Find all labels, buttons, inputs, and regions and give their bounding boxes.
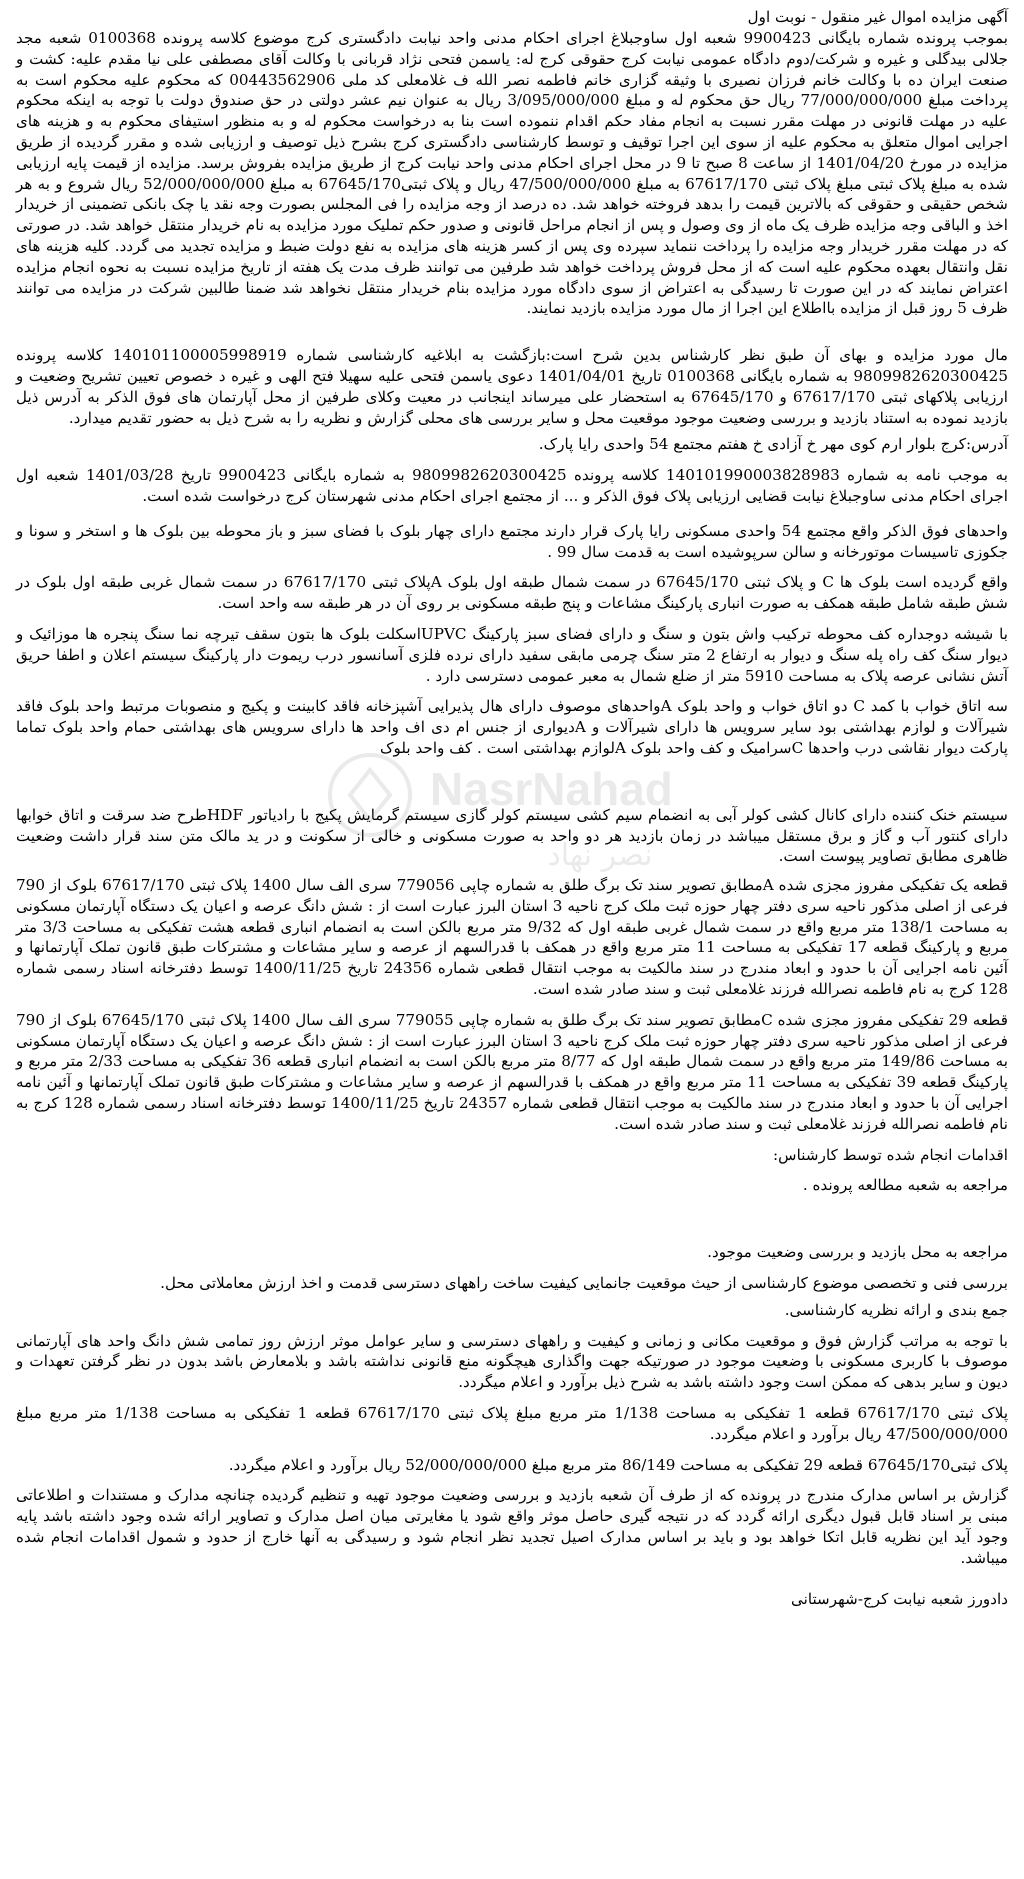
paragraph-building-structure: با شیشه دوجداره کف محوطه ترکیب واش بتون و سنگ و دارای فضای سبز پارکینگ UPVCاسکلت بلوک ها بتون سقف تیرچه نما سنگ پنجره ها موزائیک و دیوار سنگ کف راه پله سنگ و دیوار به ارتفاع 2 متر سنگ چرمی مابقی سفید دارای نرده فلزی آسانسور درب ریموت دار پارکینگ سیستم اعلان و اطفا حریق آتش نشانی عرصه پلاک به مساحت 5910 متر از ضلع شمال به معبر عمومی دسترسی دارد .: [16, 624, 1008, 685]
paragraph-judgment-summary: بموجب پرونده شماره بایگانی 9900423 شعبه اول ساوجبلاغ اجرای احکام مدنی واحد نیابت دادگستری کرج موضوع کلاسه پرونده 0100368 شعبه مجد جلالی بیدگلی و غیره و شرکت/دوم دادگاه عمومی نیابت کرج حقوقی کرج له: یاسمن فتحی نژاد قربانی با وکالت آقای مصطفی علی نیا مقدم علیه: کشت و صنعت ایران ده با وکالت خانم فرزان نصیری با وثیقه گزاری خانم فاطمه نصر الله ف غلامعلی کد ملی 00443562906 که محکوم علیه محکوم است به پرداخت مبلغ 77/000/000/000 ریال حق محکوم له و مبلغ 3/095/000/000 ریال به عنوان نیم عشر دولتی در حق صندوق دولت با توجه به اینکه محکوم علیه در مهلت قانونی در مهلت مقرر نسبت به انجام مفاد حکم اقدام ننموده است بنا به درخواست محکوم له و به منظور استیفای محکوم به و هزینه های اجرایی اموال متعلق به محکوم علیه از سوی این اجرا توقیف و توسط کارشناسی دادگستری کرج بشرح ذیل توصیف و ارزیابی شده و مقرر گردیده از طریق مزایده در مورخ 1401/04/20 از ساعت 8 صبح تا 9 در محل اجرای احکام مدنی واحد نیابت کرج از طریق مزایده بفروش برسد. مزایده از قیمت پایه ارزیابی شده به مبلغ پلاک ثبتی مبلغ پلاک ثبتی 67617/170 به مبلغ 47/500/000/000 ریال و پلاک ثبتی67645/170 به مبلغ 52/000/000/000 ریال شروع و به هر شخص حقیقی و حقوقی که بالاترین قیمت را بدهد فروخته خواهد شد. ده درصد از وجه مزایده را فی المجلس بصورت وجه نقد یا چک بانکی تضمینی از خریدار اخذ و الباقی وجه مزایده ظرف یک ماه از وی وصول و پس از انجام مراحل قانونی و صدور حکم تملیک مورد مزایده به نام خریدار منتقل خواهد شد. در صورتی که در مهلت مقرر خریدار وجه مزایده را پرداخت ننماید سپرده وی پس از کسر هزینه های مزایده به نفع دولت ضبط و مزایده تجدید می گردد. کلیه هزینه های نقل وانتقال بعهده محکوم علیه است که از محل فروش پرداخت خواهد شد طرفین می توانند ظرف مدت یک هفته از تاریخ مزایده نسبت به نحوه انجام مزایده اعتراض نمایند که در این صورت تا رسیدگی به اعتراض از سوی دادگاه مورد مزایده بنام خریدار منتقل نخواهد شد ضمنا طالبین شرکت در مزایده می توانند ظرف 5 روز قبل از مزایده بااطلاع این اجرا از مال مورد مزایده بازدید نمایند.: [16, 29, 1009, 318]
notice-title: آگهی مزایده اموال غیر منقول - نوبت اول: [747, 8, 1008, 26]
signature-line: دادورز شعبه نیابت کرج-شهرستانی: [790, 1589, 1008, 1608]
paragraph-actions-heading: اقدامات انجام شده توسط کارشناس:: [773, 1145, 1008, 1164]
paragraph-report-disclaimer: گزارش بر اساس مدارک مندرج در پرونده که از طرف آن شعبه بازدید و بررسی وضعیت موجود تهیه و تنظیم گردیده چنانچه مدارک و مستندات و اطلاعاتی مبنی بر اسناد قابل قبول دیگری ارائه گردد که در نتیجه گیری حاصل موثر واقع شود یا مغایرتی میان اصل مدارک و تصاویر ارائه شده وجود داشته باشد پایه وجود آید این نظریه قابل اتکا خواهد بود و باید بر اساس مدارک اصیل تجدید نظر انجام شود و رسیدگی به آنها خارج از حدود و شمول اقدامات انجام شده میباشد.: [16, 1486, 1008, 1567]
paragraph-unit-location: واقع گردیده است بلوک ها C و پلاک ثبتی 67645/170 در سمت شمال طبقه اول بلوک Aپلاک ثبتی 67617/170 در سمت شمال غربی طبقه اول بلوک در شش طبقه شامل طبقه همکف به صورت انباری پارکینگ مشاعات و پنج طبقه مسکونی بر روی آن در هر طبقه سه واحد است.: [16, 573, 1008, 613]
paragraph-deed-unit-a: قطعه یک تفکیکی مفروز مجزی شده Aمطابق تصویر سند تک برگ طلق به شماره چاپی 779056 سری الف سال 1400 پلاک ثبتی 67617/170 بلوک از 790 فرعی از اصلی مذکور ناحیه سری دفتر چهار حوزه ثبت ملک کرج ناحیه 3 استان البرز عبارت است از : شش دانگ عرصه و اعیان یک دستگاه آپارتمان مسکونی به مساحت 138/1 متر مربع واقع در سمت شمال غربی طبقه اول که 9/32 متر مربع بالکن است به انضمام انباری قطعه هشت تفکیکی به مساحت 3/3 متر مربع و پارکینگ قطعه 17 تفکیکی به مساحت 11 متر مربع واقع در همکف با قدرالسهم از عرصه و سایر مشاعات و مشترکات طبق قانون تملک آپارتمانها و آئین نامه اجرایی آن با حدود و ابعاد مندرج در سند مالکیت به موجب انتقال قطعی شماره 24356 تاریخ 1400/11/25 توسط دفترخانه اسناد رسمی شماره 128 کرج به نام فاطمه نصرالله فرزند غلامعلی ثبت و سند صادر شده است.: [16, 876, 1009, 999]
paragraph-action-review-file: مراجعه به شعبه مطالعه پرونده .: [802, 1176, 1008, 1195]
paragraph-utilities: سیستم خنک کننده دارای کانال کشی کولر آبی به انضمام سیم کشی سیستم کولر گازی سیستم گرمایش پکیج با رادیاتور HDFطرح ضد سرقت و اتاق خوابها دارای کنتور آب و گاز و برق مستقل میباشد در زمان بازدید هر دو واحد به صورت مسکونی و خالی از سکونت و در ید مالک متن سند قرار داشت وضعیت ظاهری مطابق تصاویر پیوست است.: [16, 805, 1008, 866]
paragraph-complex-description: واحدهای فوق الذکر واقع مجتمع 54 واحدی مسکونی رایا پارک قرار دارند مجتمع دارای چهار بلوک با فضای سبز و باز محوطه بین بلوک ها و استخر و سونا و جکوزی تاسیسات موتورخانه و سالن سرپوشیده است به قدمت سال 99 .: [16, 521, 1008, 561]
paragraph-action-technical-review: بررسی فنی و تخصصی موضوع کارشناسی از حیث موقعیت جانمایی کیفیت ساخت راههای دسترسی قدمت و اخذ ارزش معاملاتی محل.: [160, 1274, 1008, 1293]
paragraph-valuation-unit-a: پلاک ثبتی 67617/170 قطعه 1 تفکیکی به مساحت 1/138 متر مربع مبلغ پلاک ثبتی 67617/170 قطعه 1 تفکیکی به مساحت 1/138 متر مربع مبلغ 47/500/000/000 ریال برآورد و اعلام میگردد.: [16, 1404, 1009, 1443]
paragraph-request-letter: به موجب نامه به شماره 140101990003828983 کلاسه پرونده 9809982620300425 به شماره بایگانی 9900423 تاریخ 1401/03/28 شعبه اول اجرای احکام مدنی ساوجبلاغ نیابت قضایی ارزیابی پلاک فوق الذکر و ... از مجتمع اجرای احکام مدنی شهرستان کرج درخواست شده است.: [16, 466, 1008, 505]
paragraph-deed-unit-c: قطعه 29 تفکیکی مفروز مجزی شده Cمطابق تصویر سند تک برگ طلق به شماره چاپی 779055 سری الف سال 1400 پلاک ثبتی 67645/170 بلوک از 790 فرعی از اصلی مذکور ناحیه سری دفتر چهار حوزه ثبت ملک کرج ناحیه 3 استان البرز عبارت است از : شش دانگ عرصه و اعیان یک دستگاه آپارتمان مسکونی به مساحت 149/86 متر مربع واقع در سمت شمال طبقه اول که 8/77 متر مربع بالکن است به انضمام انباری قطعه 36 تفکیکی به مساحت 2/33 متر مربع و پارکینگ قطعه 39 تفکیکی به مساحت 11 متر مربع واقع در همکف با قدرالسهم از عرصه و سایر مشاعات و مشترکات طبق قانون تملک آپارتمانها و آئین نامه اجرایی آن با حدود و ابعاد مندرج در سند مالکیت به موجب انتقال قطعی شماره 24357 تاریخ 1400/11/25 توسط دفترخانه اسناد رسمی شماره 128 کرج به نام فاطمه نصرالله فرزند غلامعلی ثبت و سند صادر شده است.: [16, 1010, 1008, 1133]
svg-text:نصر نهاد: نصر نهاد: [547, 838, 653, 873]
paragraph-valuation-unit-c: پلاک ثبتی67645/170 قطعه 29 تفکیکی به مساحت 86/149 متر مربع مبلغ 52/000/000/000 ریال برآورد و اعلام میگردد.: [228, 1455, 1008, 1474]
paragraph-valuation-basis: با توجه به مراتب گزارش فوق و موقعیت مکانی و زمانی و کیفیت و راههای دسترسی و سایر عوامل موثر ارزش روز تمامی شش دانگ واحد های آپارتمانی موصوف با کاربری مسکونی با وضعیت موجود در صورتیکه جهت واگذاری هیچگونه منع قانونی نداشته باشد و بلامعارض باشد بدون در نظر گرفتن تعهدات و دیون و سایر بدهی که ممکن است وجود داشته باشد به شرح ذیل برآورد و اعلام میگردد.: [16, 1331, 1008, 1392]
svg-text:NasrNahad: NasrNahad: [430, 763, 673, 815]
paragraph-action-conclusion: جمع بندی و ارائه نظریه کارشناسی.: [784, 1300, 1008, 1319]
paragraph-unit-interior: سه اتاق خواب با کمد C دو اتاق خواب و واحد بلوک Aواحدهای موصوف دارای هال پذیرایی آشپزخانه فاقد کابینت و پکیج و منصوبات مرتبط واحد بلوک فاقد شیرآلات و لوازم بهداشتی بود سایر سرویس ها دارای شیرآلات و Aدیواری از جنس ام دی اف واحد ها دارای سرویس های بهداشتی حمام واحد بلوک تماما پارکت دیوار نقاشی درب واحدها Cسرامیک و کف واحد بلوک Aلوازم بهداشتی است . کف واحد بلوک: [16, 697, 1008, 757]
paragraph-action-site-visit: مراجعه به محل بازدید و بررسی وضعیت موجود.: [707, 1243, 1008, 1262]
paragraph-address: آدرس:کرج بلوار ارم کوی مهر خ آزادی خ هفتم مجتمع 54 واحدی رایا پارک.: [538, 435, 1008, 454]
paragraph-expert-opinion-intro: مال مورد مزایده و بهای آن طبق نظر کارشناس بدین شرح است:بازگشت به ابلاغیه کارشناسی شماره 140101100005998919 کلاسه پرونده 9809982620300425 به شماره بایگانی 0100368 تاریخ 1401/04/01 دعوی یاسمن فتحی علیه سهیلا فتح الهی و غیره د خصوص تعیین تشریح وضعیت و ارزیابی پلاکهای ثبتی 67617/170 و 67645/170 به استحضار علی میرساند اینجانب در معیت وکلای طرفین از محل آپارتمان های فوق الذکر به آدرس ذیل بازدید نموده به استناد بازدید و بررسی وضعیت موجود موقعیت محل و سایر بررسی های محلی گزارش و نظریه را به شرح ذیل به حضور تقدیم میدارد.: [16, 346, 1008, 427]
